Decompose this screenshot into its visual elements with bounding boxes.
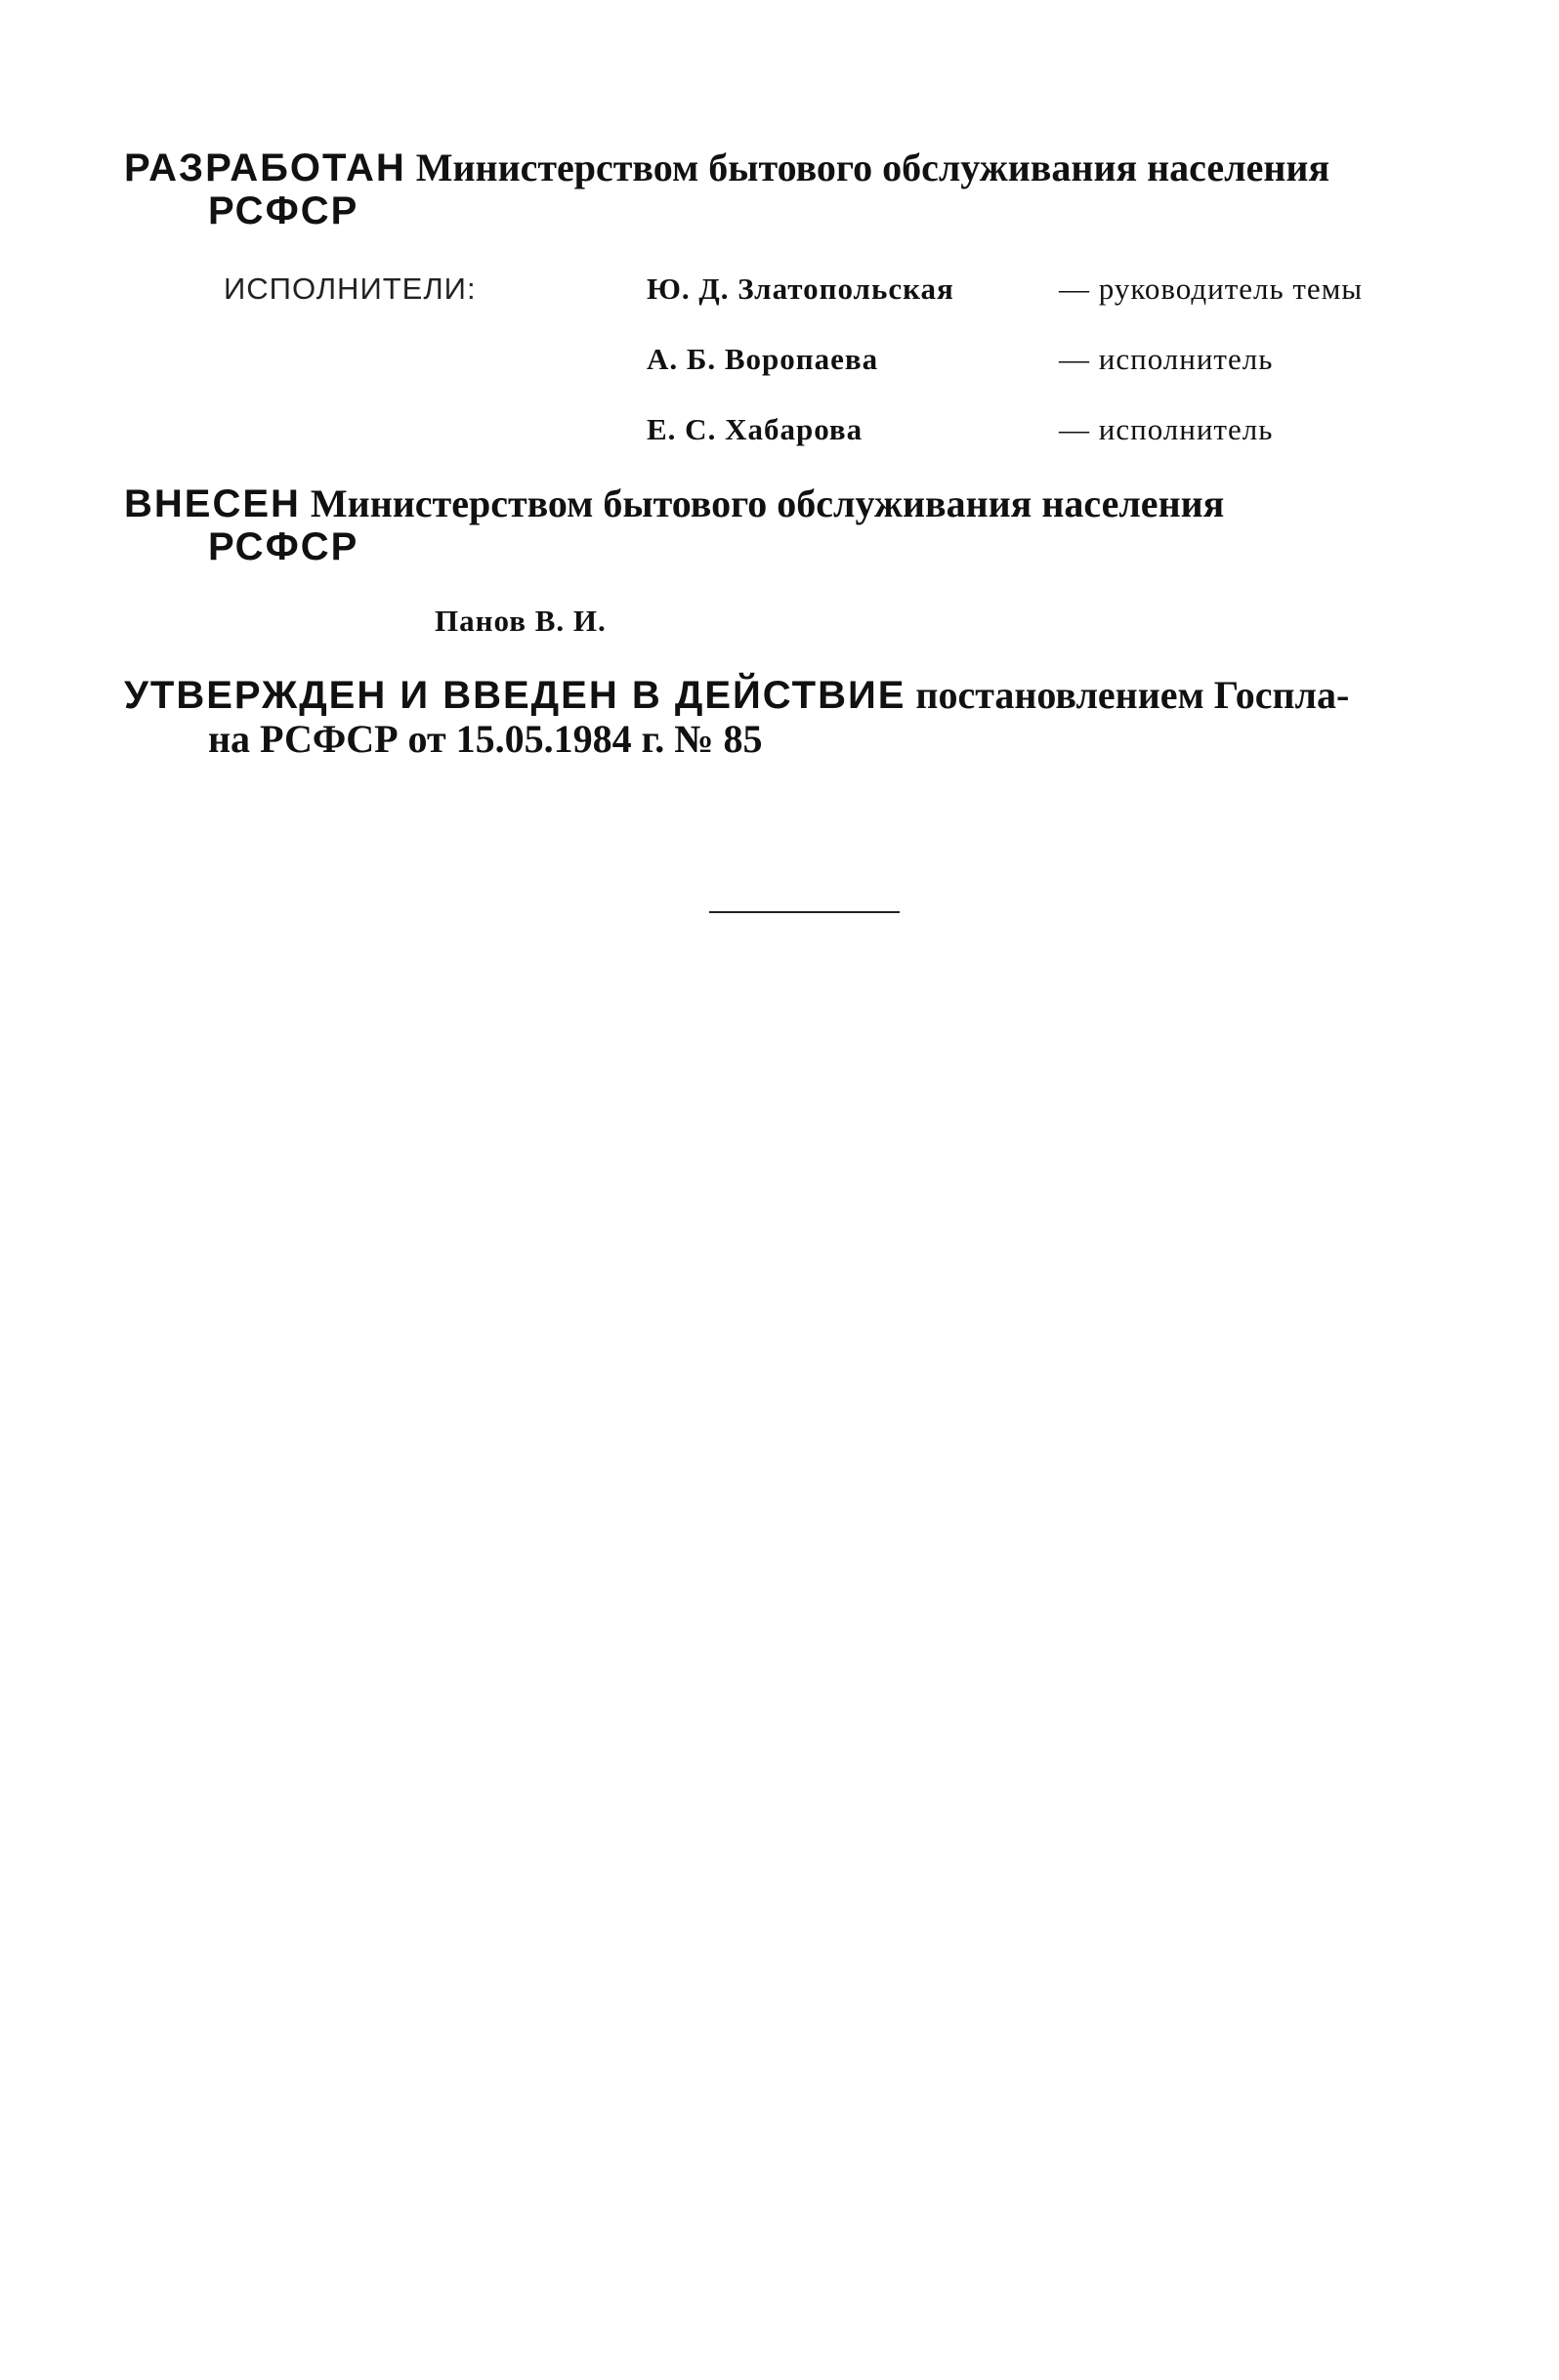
submitted-paragraph bbox=[124, 481, 1225, 525]
executor-role: — исполнитель bbox=[1059, 342, 1274, 376]
developed-text-cont: РСФСР bbox=[208, 189, 359, 232]
developed-heading: РАЗРАБОТАН bbox=[124, 146, 406, 189]
executor-role: — руководитель темы bbox=[1059, 271, 1364, 306]
submitted-heading: ВНЕСЕН bbox=[124, 482, 301, 525]
submitted-text-cont: РСФСР bbox=[208, 525, 359, 568]
approved-text: постановлением Госпла- bbox=[915, 673, 1350, 717]
submitted-person: Панов В. И. bbox=[435, 604, 607, 638]
closing-rule bbox=[709, 911, 900, 913]
executor-name: А. Б. Воропаева bbox=[647, 342, 879, 376]
approved-heading: УТВЕРЖДЕН И ВВЕДЕН В ДЕЙСТВИЕ bbox=[124, 674, 906, 717]
executors-label: ИСПОЛНИТЕЛИ: bbox=[224, 271, 477, 306]
submitted-text: Министерством бытового обслуживания населения bbox=[310, 481, 1225, 525]
approved-text-cont: на РСФСР от 15.05.1984 г. № 85 bbox=[208, 717, 763, 761]
approved-paragraph bbox=[124, 673, 1350, 717]
developed-text: Министерством бытового обслуживания населения bbox=[415, 146, 1330, 189]
executor-name: Ю. Д. Златопольская bbox=[647, 271, 954, 306]
executor-name: Е. С. Хабарова bbox=[647, 412, 864, 446]
executor-role: — исполнитель bbox=[1059, 412, 1274, 446]
developed-paragraph bbox=[124, 148, 1329, 188]
